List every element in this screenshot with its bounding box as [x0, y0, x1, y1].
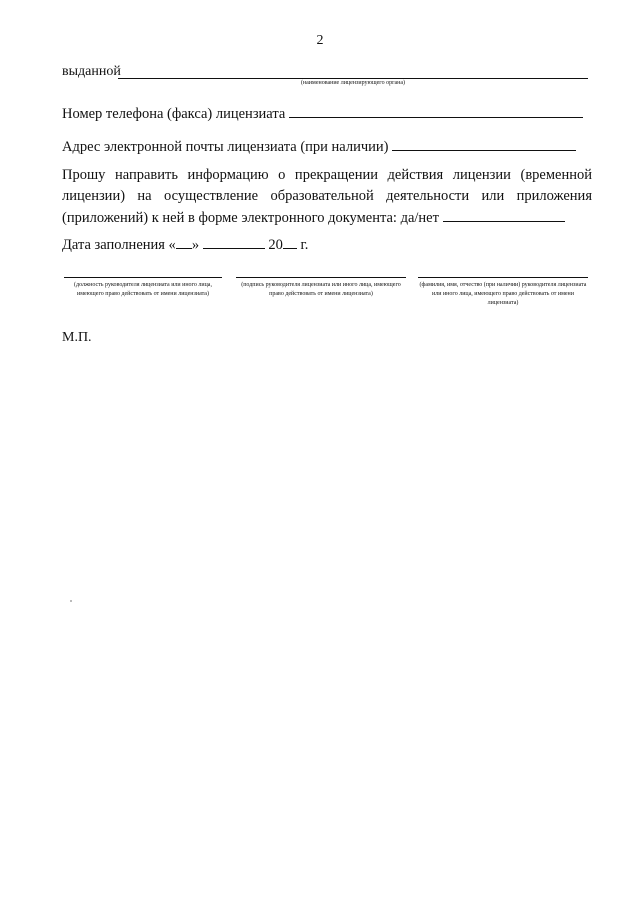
date-quote-close: »	[191, 237, 200, 253]
stamp-label: М.П.	[62, 330, 92, 345]
yes-no-fill-line[interactable]	[443, 207, 565, 222]
request-line-2: лицензии) на осуществление образовательной деятельности или приложения	[62, 188, 592, 204]
date-century: 20	[268, 237, 283, 253]
date-row	[62, 234, 308, 254]
email-label: Адрес электронной почты лицензиата (при наличии)	[62, 139, 389, 155]
issued-fill-line[interactable]	[118, 78, 588, 79]
scan-speck	[70, 600, 72, 602]
date-suffix: г.	[300, 237, 309, 253]
position-fill-line[interactable]	[64, 277, 222, 278]
request-line-3: (приложений) к ней в форме электронного документа: да/нет	[62, 210, 439, 226]
phone-row	[62, 103, 583, 123]
name-fill-line[interactable]	[418, 277, 588, 278]
date-label: Дата заполнения «	[62, 237, 176, 253]
email-row	[62, 136, 576, 156]
date-year-fill[interactable]	[283, 234, 297, 249]
signature-fill-line[interactable]	[236, 277, 406, 278]
page-number: 2	[316, 33, 324, 48]
signature-block	[236, 277, 406, 299]
phone-label: Номер телефона (факса) лицензиата	[62, 106, 286, 122]
email-fill-line[interactable]	[392, 136, 576, 151]
issued-label: выданной	[62, 64, 121, 79]
name-signature-block	[418, 277, 588, 308]
position-caption: (должность руководителя лицензиата или иного лица, имеющего право действовать от имени лицензиата)	[74, 282, 212, 297]
issued-caption: (наименование лицензирующего органа)	[300, 80, 406, 86]
signature-caption: (подпись руководителя лицензиата или иного лица, имеющего право действовать от имени лицензиата)	[241, 282, 401, 297]
request-line-1: Прошу направить информацию о прекращении действия лицензии (временной	[62, 167, 592, 183]
request-paragraph	[62, 165, 592, 229]
phone-fill-line[interactable]	[289, 103, 583, 118]
request-line-3-row	[62, 207, 592, 229]
position-signature-block	[64, 277, 222, 299]
date-month-fill[interactable]	[203, 234, 265, 249]
date-day-fill[interactable]	[176, 234, 192, 249]
name-caption: (фамилия, имя, отчество (при наличии) руководителя лицензиата или иного лица, имеющего право действовать от имени лицензиата)	[419, 282, 587, 306]
